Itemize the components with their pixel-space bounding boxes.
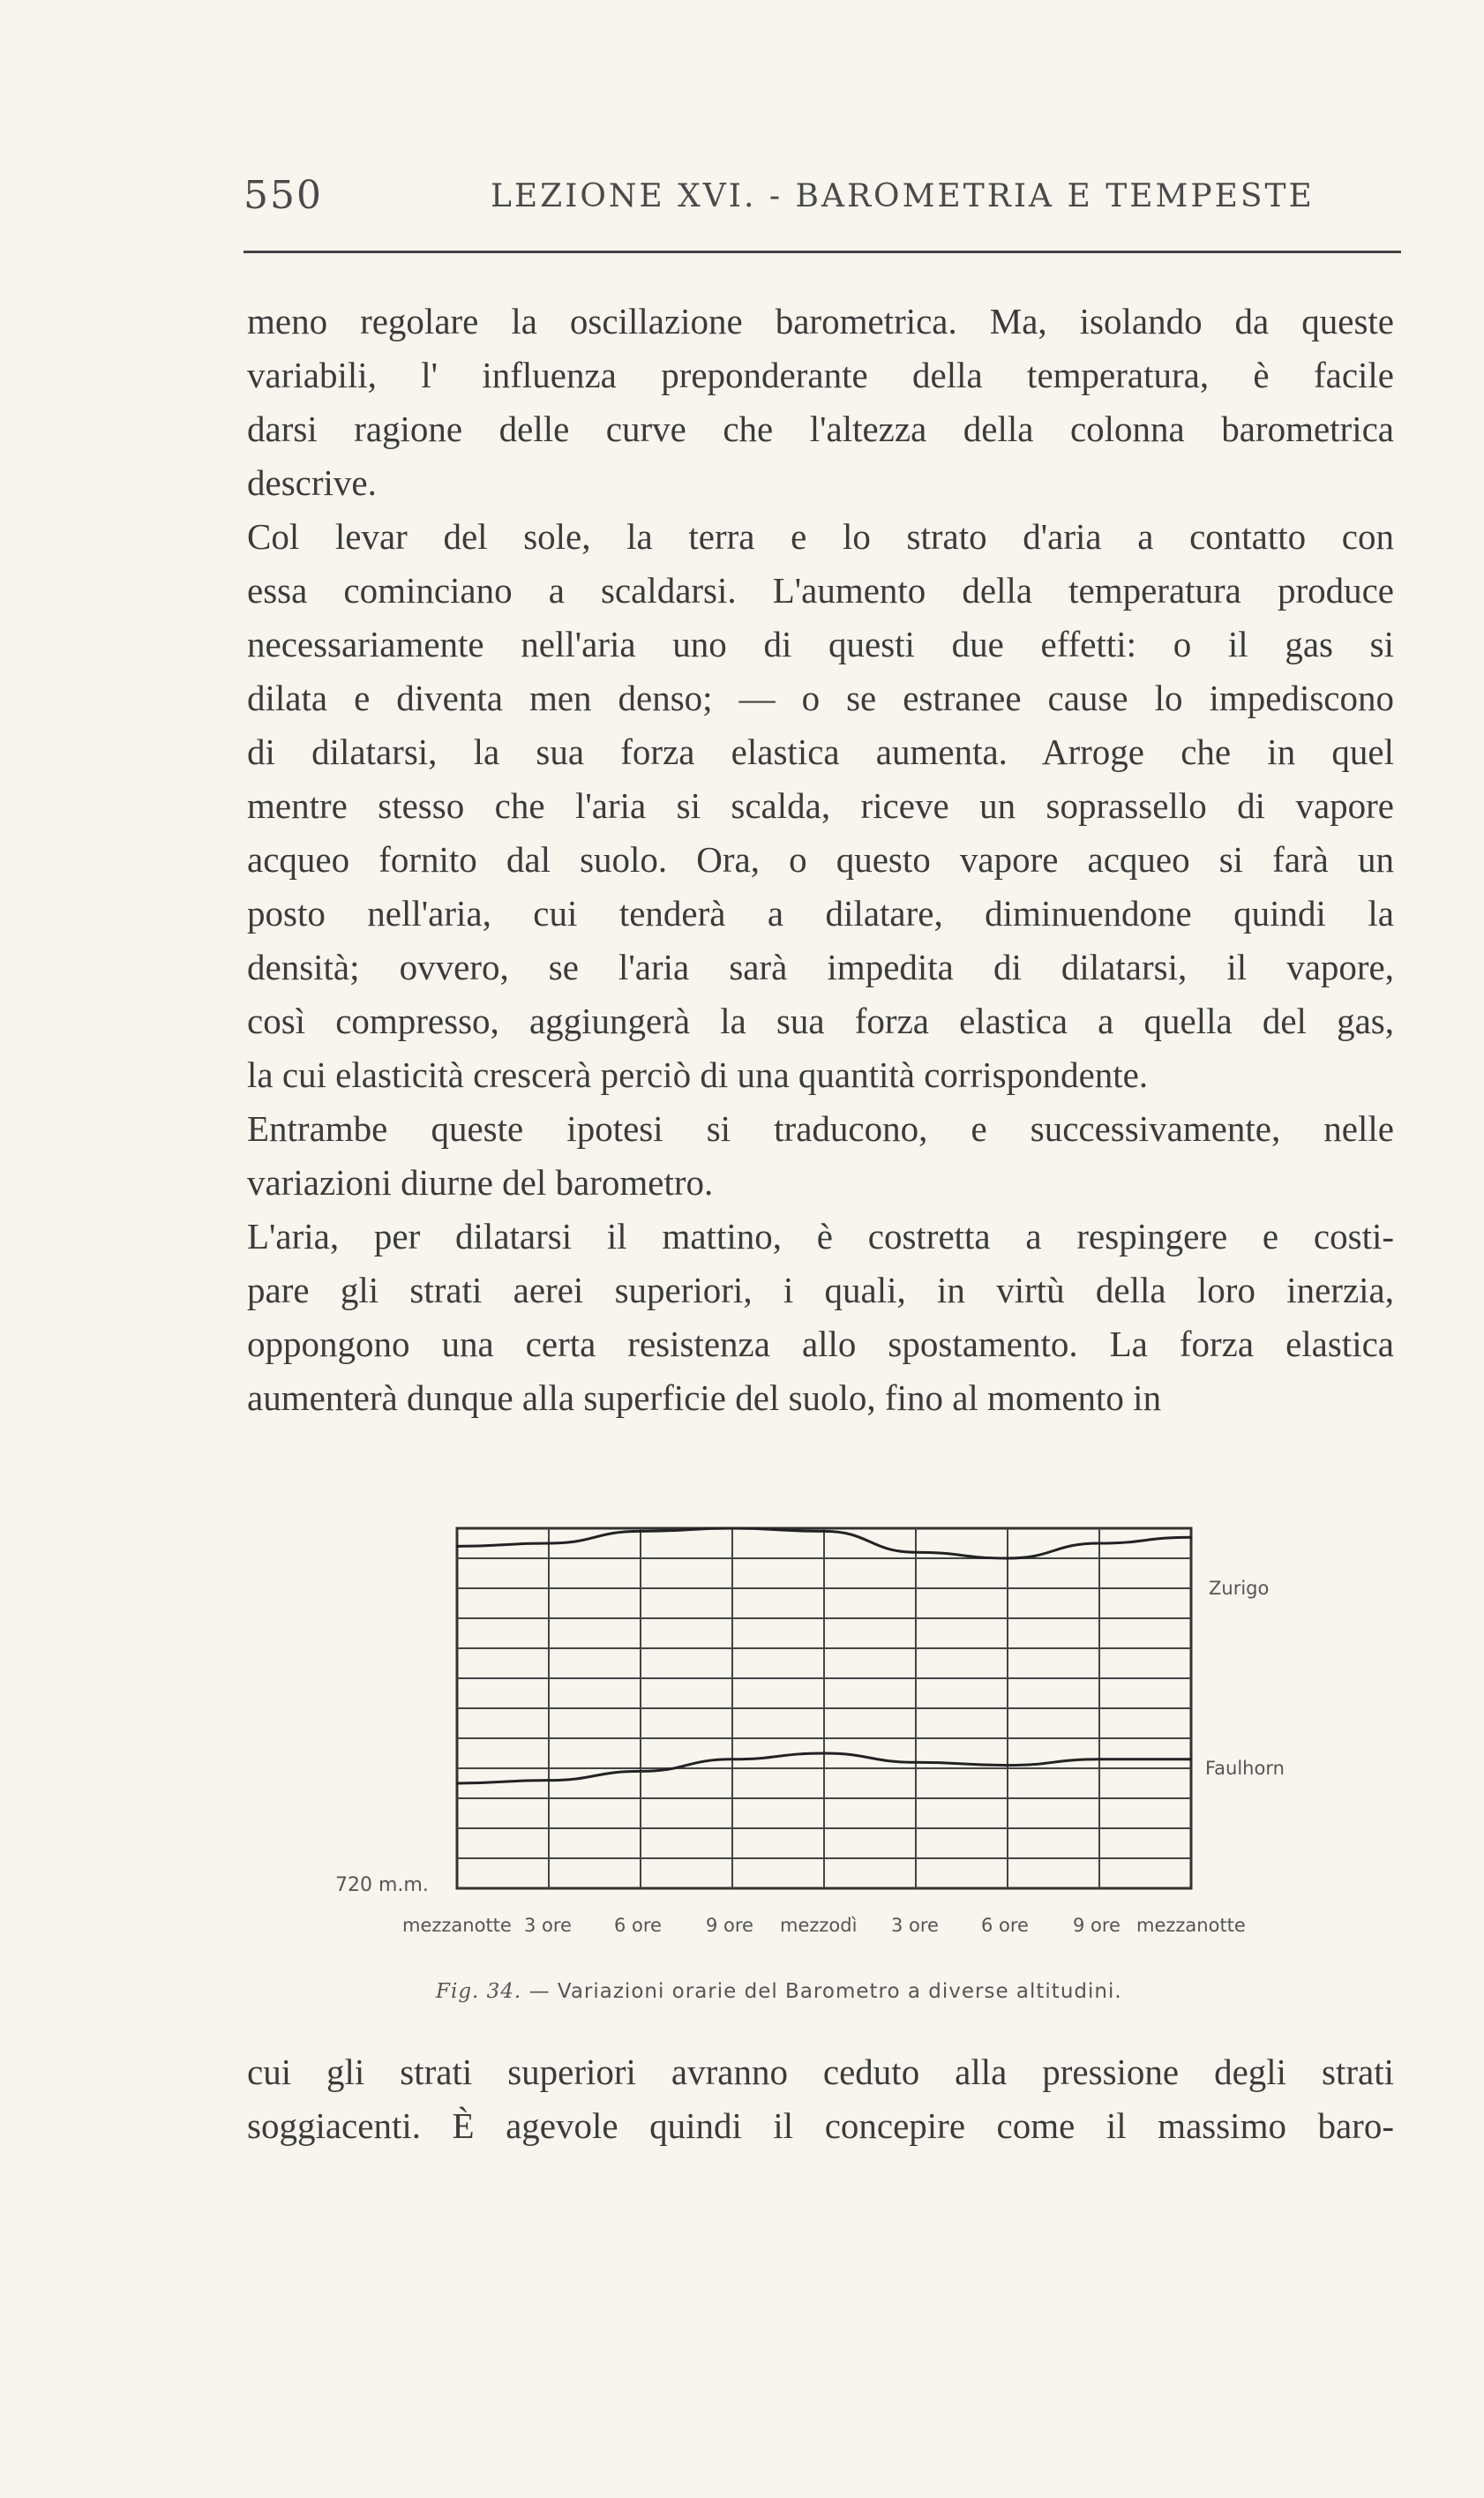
- text-line: dilata e diventa men denso; — o se estranee cause lo impediscono: [247, 678, 1394, 718]
- series-point-zurigo: [823, 1530, 826, 1533]
- text-line: soggiacenti. È agevole quindi il concepire come il massimo baro-: [247, 2105, 1394, 2146]
- figure-caption: [436, 1980, 1230, 2003]
- x-tick-label: mezzodì: [780, 1915, 858, 1936]
- body-text-top: [247, 295, 1394, 1425]
- text-line: L'aria, per dilatarsi il mattino, è costretta a respingere e costi-: [247, 1216, 1394, 1257]
- series-point-faulhorn: [456, 1782, 459, 1785]
- text-line: così compresso, aggiungerà la sua forza elastica a quella del gas,: [247, 1001, 1394, 1041]
- text-line: la cui elasticità crescerà perciò di una quantità corrispondente.: [247, 1054, 1149, 1095]
- station-label-faulhorn: Faulhorn: [1205, 1758, 1285, 1779]
- series-point-faulhorn: [915, 1761, 918, 1764]
- text-line: cui gli strati superiori avranno ceduto alla pressione degli strati: [247, 2052, 1394, 2092]
- text-line: densità; ovvero, se l'aria sarà impedita di dilatarsi, il vapore,: [247, 947, 1394, 987]
- series-point-zurigo: [731, 1527, 734, 1530]
- series-point-faulhorn: [1098, 1758, 1101, 1760]
- page-number: 550: [244, 173, 323, 218]
- series-point-zurigo: [915, 1551, 918, 1554]
- text-line: descrive.: [247, 462, 377, 503]
- plot-frame: [457, 1528, 1191, 1888]
- text-line: variabili, l' influenza preponderante della temperatura, è facile: [247, 355, 1394, 395]
- text-line: necessariamente nell'aria uno di questi due effetti: o il gas si: [247, 624, 1394, 664]
- series-point-zurigo: [456, 1545, 459, 1548]
- series-point-faulhorn: [548, 1779, 551, 1782]
- text-line: variazioni diurne del barometro.: [247, 1162, 714, 1203]
- x-tick-label: 6 ore: [614, 1915, 662, 1936]
- caption-number: Fig. 34.: [436, 1980, 522, 2003]
- series-point-zurigo: [1007, 1557, 1009, 1560]
- text-line: acqueo fornito dal suolo. Ora, o questo vapore acqueo si farà un: [247, 839, 1394, 880]
- text-line: posto nell'aria, cui tenderà a dilatare, diminuendone quindi la: [247, 893, 1394, 934]
- text-line: di dilatarsi, la sua forza elastica aumenta. Arroge che in quel: [247, 731, 1394, 772]
- caption-text: — Variazioni orarie del Barometro a diverse altitudini.: [528, 1980, 1122, 2003]
- series-line-zurigo: [457, 1528, 1191, 1558]
- body-text-bottom: [247, 2045, 1394, 2153]
- x-tick-label: mezzanotte: [1136, 1915, 1246, 1936]
- text-line: meno regolare la oscillazione barometrica. Ma, isolando da queste: [247, 301, 1394, 341]
- series-point-faulhorn: [731, 1758, 734, 1760]
- running-head: [244, 173, 1399, 226]
- text-line: Entrambe queste ipotesi si traducono, e successivamente, nelle: [247, 1108, 1394, 1149]
- series-point-faulhorn: [1007, 1764, 1009, 1767]
- series-point-zurigo: [1190, 1536, 1193, 1539]
- x-tick-label: 3 ore: [524, 1915, 572, 1936]
- text-line: darsi ragione delle curve che l'altezza della colonna barometrica: [247, 409, 1394, 449]
- text-line: aumenterà dunque alla superficie del suolo, fino al momento in: [247, 1377, 1162, 1418]
- series-point-faulhorn: [1190, 1758, 1193, 1760]
- running-title: LEZIONE XVI. - BAROMETRIA E TEMPESTE: [491, 178, 1315, 214]
- text-line: oppongono una certa resistenza allo spostamento. La forza elastica: [247, 1324, 1394, 1364]
- text-line: pare gli strati aerei superiori, i quali, in virtù della loro inerzia,: [247, 1270, 1394, 1310]
- series-point-faulhorn: [823, 1752, 826, 1755]
- x-tick-label: 9 ore: [706, 1915, 753, 1936]
- series-point-zurigo: [640, 1530, 642, 1533]
- series-line-faulhorn: [457, 1753, 1191, 1783]
- header-rule: [244, 251, 1401, 253]
- baseline-label: 720 m.m.: [335, 1874, 429, 1896]
- x-tick-label: mezzanotte: [402, 1915, 512, 1936]
- text-line: essa cominciano a scaldarsi. L'aumento della temperatura produce: [247, 570, 1394, 611]
- x-tick-label: 9 ore: [1073, 1915, 1120, 1936]
- x-tick-label: 6 ore: [981, 1915, 1029, 1936]
- x-tick-label: 3 ore: [891, 1915, 939, 1936]
- series-point-zurigo: [548, 1542, 551, 1545]
- text-line: Col levar del sole, la terra e lo strato d'aria a contatto con: [247, 516, 1394, 557]
- series-point-zurigo: [1098, 1542, 1101, 1545]
- text-line: mentre stesso che l'aria si scalda, riceve un soprassello di vapore: [247, 785, 1394, 826]
- station-label-zurigo: Zurigo: [1209, 1578, 1270, 1599]
- series-point-faulhorn: [640, 1770, 642, 1773]
